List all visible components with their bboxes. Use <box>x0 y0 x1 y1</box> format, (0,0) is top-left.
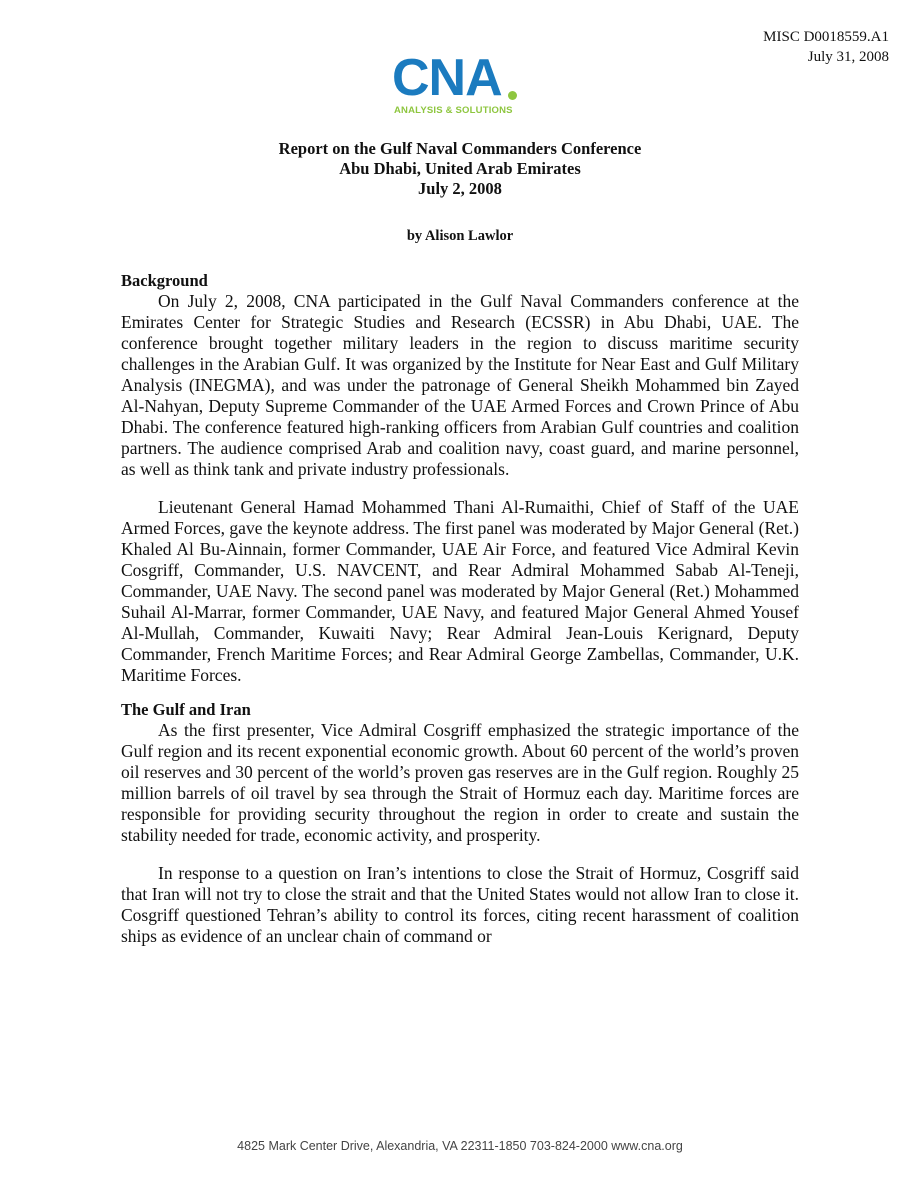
title-line-3: July 2, 2008 <box>418 179 502 198</box>
logo-dot-icon <box>508 91 517 100</box>
report-body <box>121 270 799 947</box>
report-title <box>0 139 920 199</box>
paragraph-background-2: Lieutenant General Hamad Mohammed Thani Al-Rumaithi, Chief of Staff of the UAE Armed Forces, gave the keynote address. The first panel was moderated by Major General (Ret.) Khaled Al Bu-Ainnain, former Commander, UAE Air Force, and featured Vice Admiral Kevin Cosgriff, Commander, U.S. NAVCENT, and Rear Admiral Mohammed Sabab Al-Teneji, Commander, UAE Navy. The second panel was moderated by Major General (Ret.) Mohammed Suhail Al-Marrar, former Commander, UAE Navy, and featured Major General Ahmed Yousef Al-Mullah, Commander, Kuwaiti Navy; Rear Admiral Jean-Louis Kerignard, Deputy Commander, French Maritime Forces; and Rear Admiral George Zambellas, Commander, U.K. Maritime Forces. <box>121 497 799 685</box>
document-date: July 31, 2008 <box>807 49 889 65</box>
paragraph-gulf-iran-2: In response to a question on Iran’s intentions to close the Strait of Hormuz, Cosgriff said that Iran will not try to close the strait and that the United States would not allow Iran to close it. Cosgriff questioned Tehran’s ability to control its forces, citing recent harassment of coalition ships as evidence of an unclear chain of command or <box>121 863 799 946</box>
title-line-2: Abu Dhabi, United Arab Emirates <box>339 159 581 178</box>
author-byline: by Alison Lawlor <box>406 228 514 244</box>
page-footer: 4825 Mark Center Drive, Alexandria, VA 22311-1850 703-824-2000 www.cna.org <box>237 1139 683 1153</box>
heading-background: Background <box>121 271 208 290</box>
cna-logo <box>392 49 532 120</box>
document-number: MISC D0018559.A1 <box>763 29 889 45</box>
document-id <box>763 27 889 67</box>
heading-gulf-and-iran: The Gulf and Iran <box>121 700 251 719</box>
logo-mark: CNA <box>392 49 502 107</box>
logo-tagline: ANALYSIS & SOLUTIONS <box>394 105 513 116</box>
paragraph-background-1: On July 2, 2008, CNA participated in the Gulf Naval Commanders conference at the Emirates Center for Strategic Studies and Research (ECSSR) in Abu Dhabi, UAE. The conference brought together military leaders in the region to discuss maritime security challenges in the Arabian Gulf. It was organized by the Institute for Near East and Gulf Military Analysis (INEGMA), and was under the patronage of General Sheikh Mohammed bin Zayed Al-Nahyan, Deputy Supreme Commander of the UAE Armed Forces and Crown Prince of Abu Dhabi. The conference featured high-ranking officers from Arabian Gulf countries and coalition partners. The audience comprised Arab and coalition navy, coast guard, and marine personnel, as well as think tank and private industry professionals. <box>121 291 799 479</box>
paragraph-gulf-iran-1: As the first presenter, Vice Admiral Cosgriff emphasized the strategic importance of the Gulf region and its recent exponential economic growth. About 60 percent of the world’s proven oil reserves and 30 percent of the world’s proven gas reserves are in the Gulf region. Roughly 25 million barrels of oil travel by sea through the Strait of Hormuz each day. Maritime forces are responsible for providing security throughout the region in order to create and sustain the stability needed for trade, economic activity, and prosperity. <box>121 720 799 845</box>
title-line-1: Report on the Gulf Naval Commanders Conference <box>278 139 642 158</box>
